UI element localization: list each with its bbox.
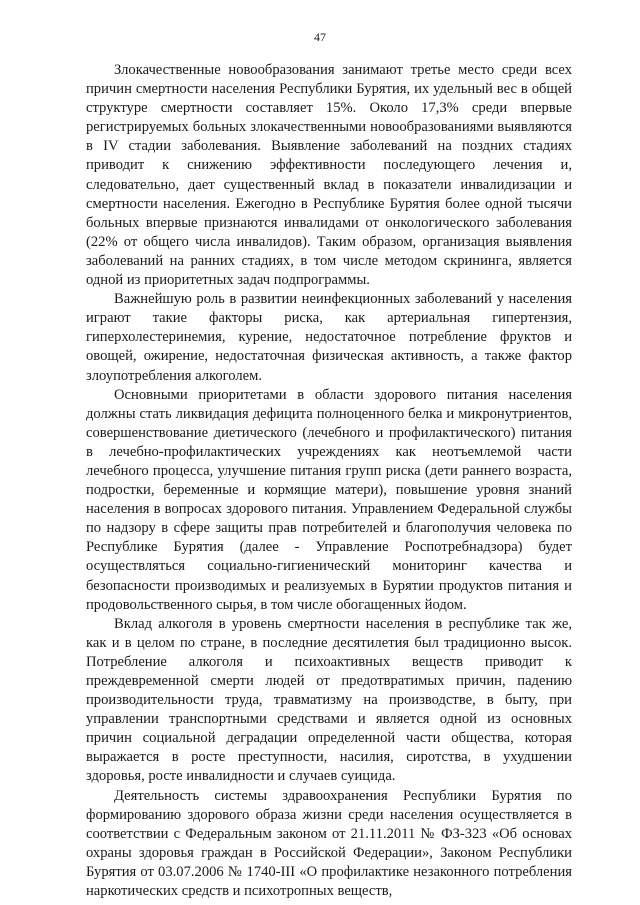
page-number: 47	[314, 30, 326, 44]
paragraph-risk-factors: Важнейшую роль в развитии неинфекционных заболеваний у населения играют такие факторы риска, как артериальная гипертензия, гиперхолестеринемия, курение, недостаточное потребление фруктов и овощей, ожирение, недостаточная физическая активность, а также фактор злоупотребления алкоголем.	[86, 291, 572, 384]
paragraph-healthcare-system: Деятельность системы здравоохранения Республики Бурятия по формированию здорового образа жизни среди населения осуществляется в соответствии с Федеральным законом от 21.11.2011 № ФЗ-323 «Об основах охраны здоровья граждан в Российской Федерации», Законом Республики Бурятия от 03.07.2006 № 1740-III «О профилактике незаконного потребления наркотических средств и психотропных веществ,	[86, 787, 572, 900]
paragraph-oncology: Злокачественные новообразования занимают третье место среди всех причин смертности населения Республики Бурятия, их удельный вес в общей структуре смертности составляет 15%. Около 17,3% среди впервые регистрируемых больных злокачественными новообразованиями выявляются в IV стадии заболевания. Выявление заболеваний на поздних стадиях приводит к снижению эффективности последующего лечения и, следовательно, дает существенный вклад в показатели инвалидизации и смертности населения. Ежегодно в Республике Бурятия более одной тысячи больных впервые признаются инвалидами от онкологического заболевания (22% от общего числа инвалидов). Таким образом, организация выявления заболеваний на ранних стадиях, в том числе методом скрининга, является одной из приоритетных задач подпрограммы.	[86, 62, 572, 289]
paragraph-alcohol: Вклад алкоголя в уровень смертности населения в республике так же, как и в целом по стране, в последние десятилетия был традиционно высок. Потребление алкоголя и психоактивных веществ приводит к преждевременной смерти людей от предотвратимых причин, падению производительности труда, травматизму на производстве, в быту, при управлении транспортными средствами и является одной из основных причин социальной деградации определенной части общества, которая выражается в росте преступности, насилия, сиротства, в ухудшении здоровья, росте инвалидности и случаев суицида.	[86, 615, 572, 785]
paragraph-healthy-nutrition: Основными приоритетами в области здорового питания населения должны стать ликвидация дефицита полноценного белка и микронутриентов, совершенствование диетического (лечебного и профилактического) питания в лечебно-профилактических учреждениях как неотъемлемой части лечебного процесса, улучшение питания групп риска (дети раннего возраста, подростки, беременные и кормящие матери), повышение уровня знаний населения в вопросах здорового питания. Управлением Федеральной службы по надзору в сфере защиты прав потребителей и благополучия человека по Республике Бурятия (далее - Управление Роспотребнадзора) будет осуществляться социально-гигиенический мониторинг качества и безопасности производимых и реализуемых в Бурятии продуктов питания и продовольственного сырья, в том числе обогащенных йодом.	[86, 386, 572, 613]
document-body	[86, 61, 572, 901]
